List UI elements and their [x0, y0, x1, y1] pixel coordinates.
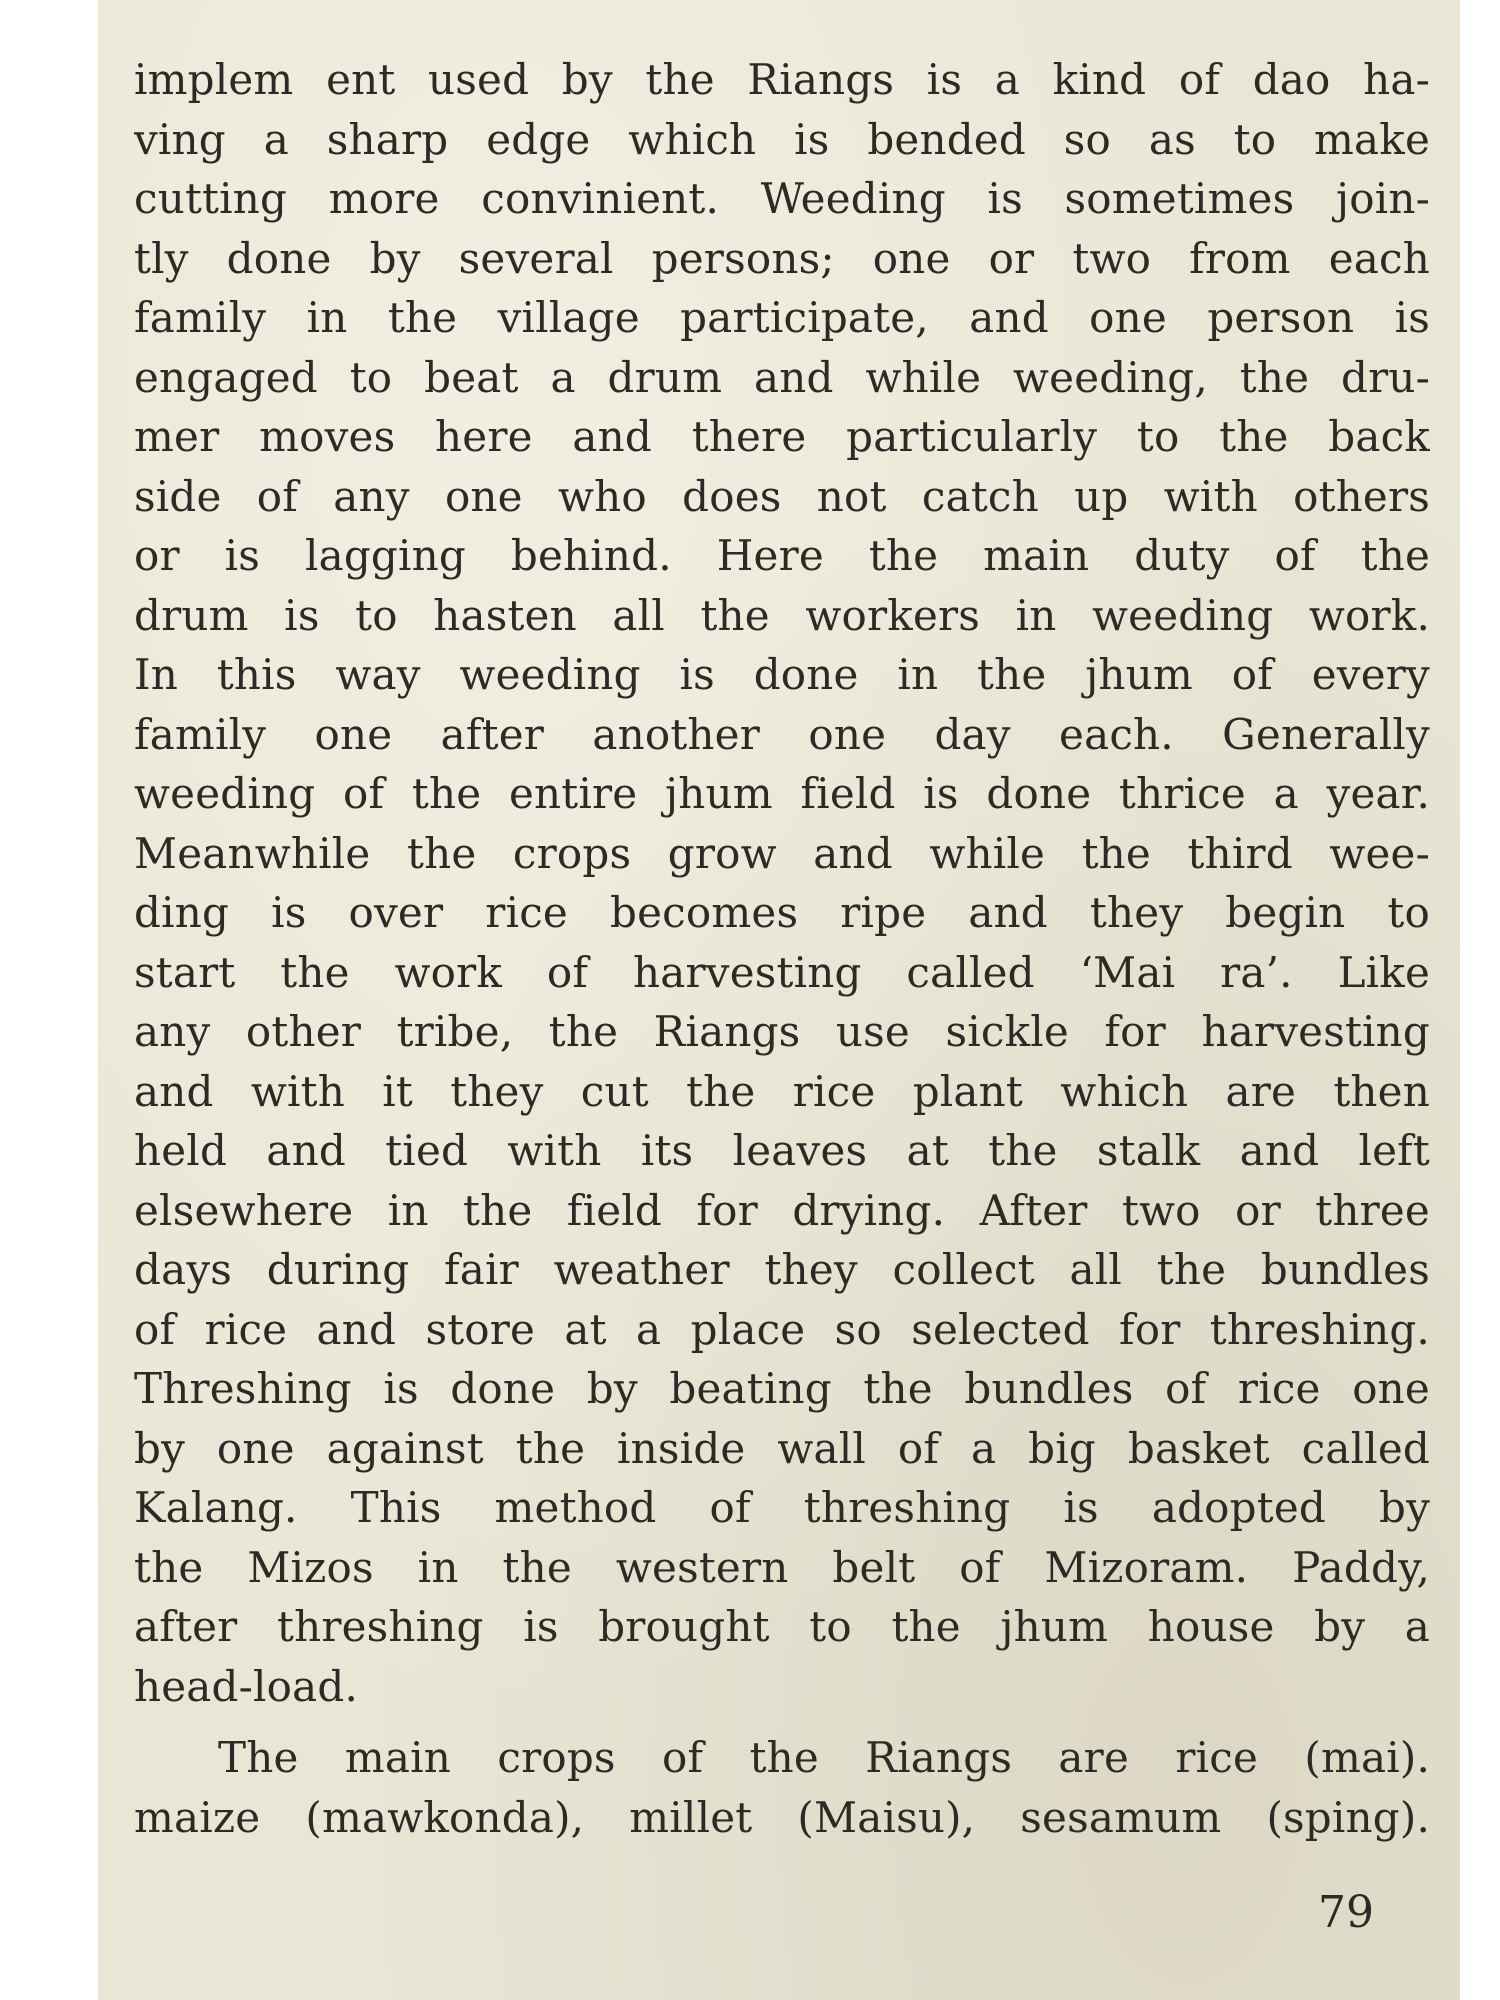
- text-line: by one against the inside wall of a big basket called: [134, 1423, 1430, 1473]
- text-line: and with it they cut the rice plant which are then: [134, 1066, 1430, 1116]
- text-line: of rice and store at a place so selected for threshing.: [134, 1304, 1430, 1354]
- text-line: any other tribe, the Riangs use sickle for harvesting: [134, 1007, 1430, 1056]
- text-line: side of any one who does not catch up with others: [134, 471, 1430, 521]
- text-line: elsewhere in the field for drying. After two or three: [134, 1185, 1430, 1235]
- text-line: family in the village participate, and one person is: [134, 293, 1430, 342]
- text-line: or is lagging behind. Here the main duty of the: [134, 531, 1430, 580]
- text-line: drum is to hasten all the workers in weeding work.: [134, 590, 1430, 640]
- text-line: The main crops of the Riangs are rice (mai).: [218, 1733, 1430, 1782]
- text-line: maize (mawkonda), millet (Maisu), sesamum (sping).: [134, 1792, 1430, 1842]
- text-line: ving a sharp edge which is bended so as to make: [134, 114, 1430, 164]
- text-line: In this way weeding is done in the jhum of every: [134, 650, 1430, 699]
- text-line: family one after another one day each. Generally: [134, 709, 1430, 759]
- text-line: the Mizos in the western belt of Mizoram. Paddy,: [134, 1542, 1430, 1592]
- text-line: mer moves here and there particularly to the back: [134, 412, 1430, 461]
- book-page: [98, 0, 1460, 2000]
- text-line: cutting more convinient. Weeding is sometimes join-: [134, 174, 1430, 223]
- text-line: start the work of harvesting called ‘Mai ra’. Like: [134, 947, 1430, 997]
- text-line: held and tied with its leaves at the stalk and left: [134, 1126, 1430, 1175]
- text-line: weeding of the entire jhum field is done thrice a year.: [134, 769, 1430, 818]
- text-line: days during fair weather they collect all the bundles: [134, 1245, 1430, 1294]
- text-line: Kalang. This method of threshing is adopted by: [134, 1483, 1430, 1532]
- text-line: Threshing is done by beating the bundles of rice one: [134, 1364, 1430, 1413]
- text-line: ding is over rice becomes ripe and they begin to: [134, 888, 1430, 937]
- text-line: after threshing is brought to the jhum house by a: [134, 1602, 1430, 1651]
- paragraph-gap: [134, 1716, 1430, 1728]
- page-number: 79: [1318, 1887, 1374, 1938]
- text-line: engaged to beat a drum and while weeding, the dru-: [134, 352, 1430, 402]
- text-line: implem ent used by the Riangs is a kind of dao ha-: [134, 55, 1430, 104]
- text-line: tly done by several persons; one or two from each: [134, 233, 1430, 283]
- body-text: [134, 50, 1430, 1847]
- text-line: Meanwhile the crops grow and while the third wee-: [134, 828, 1430, 878]
- text-line: head-load.: [134, 1661, 359, 1711]
